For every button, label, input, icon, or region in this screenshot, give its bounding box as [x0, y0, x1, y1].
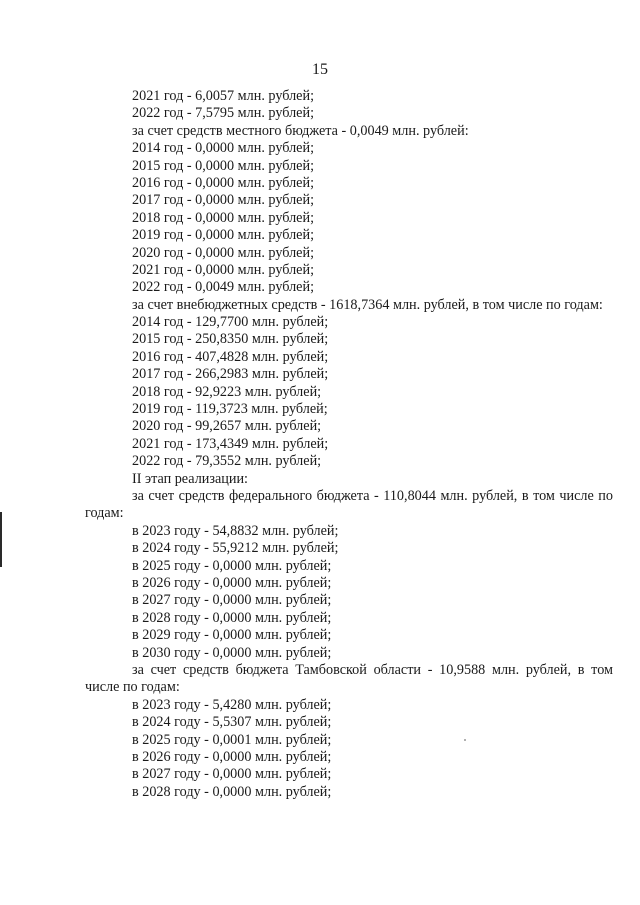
text-line: в 2028 году - 0,0000 млн. рублей;	[132, 609, 332, 626]
text-line: II этап реализации:	[132, 470, 248, 487]
text-paragraph: за счет средств федерального бюджета - 110,8044 млн. рублей, в том числе по годам:	[85, 488, 613, 522]
text-line: в 2024 году - 5,5307 млн. рублей;	[132, 714, 332, 731]
text-line: 2016 год - 0,0000 млн. рублей;	[132, 174, 315, 191]
text-line: 2017 год - 266,2983 млн. рублей;	[132, 366, 329, 383]
text-line: в 2029 году - 0,0000 млн. рублей;	[132, 627, 332, 644]
text-line: в 2027 году - 0,0000 млн. рублей;	[132, 592, 332, 609]
text-line: за счет средств местного бюджета - 0,0049 млн. рублей:	[132, 122, 469, 139]
text-line: в 2025 году - 0,0000 млн. рублей;	[132, 557, 332, 574]
text-line: 2019 год - 119,3723 млн. рублей;	[132, 401, 328, 418]
text-line: в 2030 году - 0,0000 млн. рублей;	[132, 644, 332, 661]
text-line: 2016 год - 407,4828 млн. рублей;	[132, 348, 329, 365]
text-line: в 2025 году - 0,0001 млн. рублей;	[132, 731, 332, 748]
page-number: 15	[312, 61, 328, 78]
text-line: 2017 год - 0,0000 млн. рублей;	[132, 192, 315, 209]
text-line: 2015 год - 0,0000 млн. рублей;	[132, 157, 315, 174]
text-line: 2018 год - 92,9223 млн. рублей;	[132, 383, 322, 400]
document-body	[85, 88, 613, 801]
text-line: 2020 год - 99,2657 млн. рублей;	[132, 418, 322, 435]
text-line: 2014 год - 0,0000 млн. рублей;	[132, 140, 315, 157]
text-paragraph: за счет внебюджетных средств - 1618,7364 млн. рублей, в том числе по годам:	[132, 296, 603, 313]
text-line: в 2026 году - 0,0000 млн. рублей;	[132, 574, 332, 591]
binding-mark	[0, 512, 2, 567]
text-line: 2021 год - 0,0000 млн. рублей;	[132, 261, 315, 278]
text-line: в 2023 году - 5,4280 млн. рублей;	[132, 696, 332, 713]
text-line: в 2026 году - 0,0000 млн. рублей;	[132, 748, 332, 765]
text-line: 2015 год - 250,8350 млн. рублей;	[132, 331, 329, 348]
text-line: в 2024 году - 55,9212 млн. рублей;	[132, 540, 339, 557]
text-line: в 2027 году - 0,0000 млн. рублей;	[132, 766, 332, 783]
text-line: 2022 год - 0,0049 млн. рублей;	[132, 279, 315, 296]
text-line: 2018 год - 0,0000 млн. рублей;	[132, 209, 315, 226]
text-line: 2014 год - 129,7700 млн. рублей;	[132, 314, 329, 331]
text-line: в 2023 году - 54,8832 млн. рублей;	[132, 522, 339, 539]
text-line: 2020 год - 0,0000 млн. рублей;	[132, 244, 315, 261]
text-line: 2019 год - 0,0000 млн. рублей;	[132, 227, 315, 244]
text-line: 2021 год - 6,0057 млн. рублей;	[132, 88, 315, 104]
text-line: 2022 год - 79,3552 млн. рублей;	[132, 453, 322, 470]
text-line: 2021 год - 173,4349 млн. рублей;	[132, 435, 329, 452]
text-line: 2022 год - 7,5795 млн. рублей;	[132, 105, 315, 122]
text-paragraph: за счет средств бюджета Тамбовской области - 10,9588 млн. рублей, в том числе по годам:	[85, 661, 613, 696]
text-line: в 2028 году - 0,0000 млн. рублей;	[132, 783, 332, 800]
scan-speck	[464, 739, 466, 741]
